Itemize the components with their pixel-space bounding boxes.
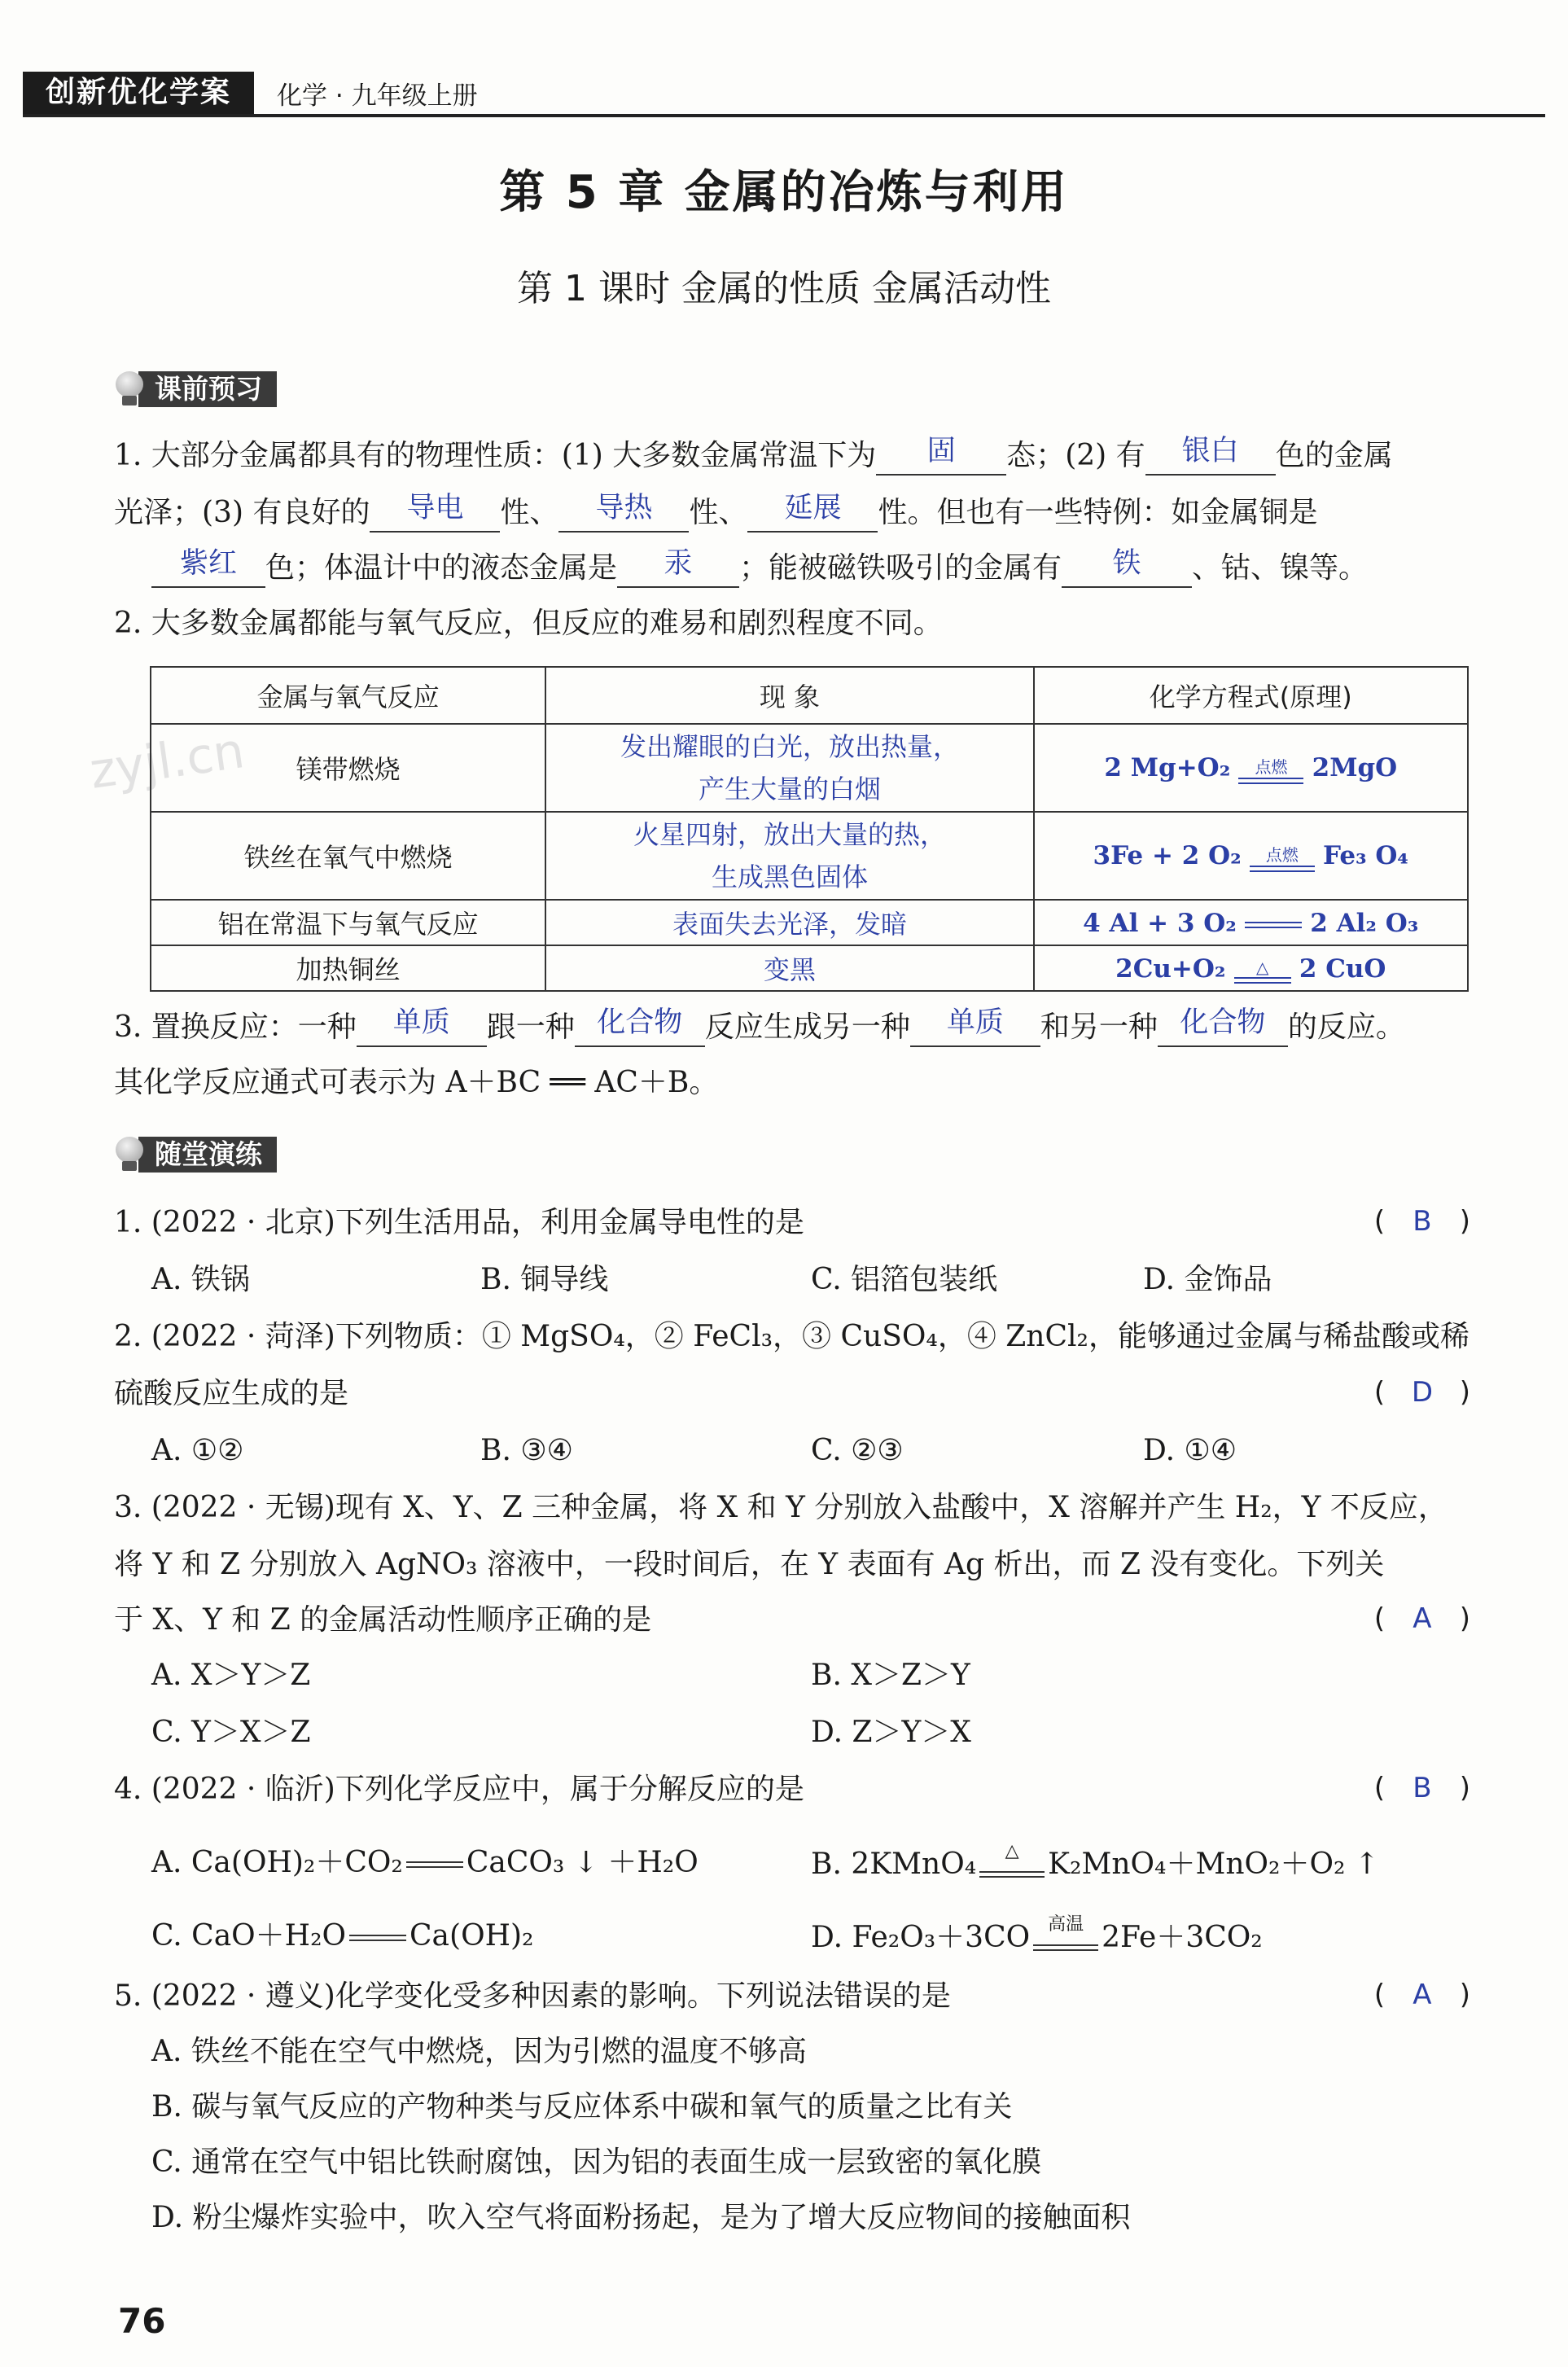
p3-stem-2: 将 Y 和 Z 分别放入 AgNO₃ 溶液中，一段时间后，在 Y 表面有 Ag 析出，而 Z 没有变化。下列关 [114,1548,1385,1581]
p5-stem: 5. (2022 · 遵义)化学变化受多种因素的影响。下列说法错误的是 [114,1979,951,2013]
table-header: 现 象 [545,667,1033,724]
q3-line1: 3. 置换反应：一种 单质 跟一种 化合物 反应生成另一种 单质 和另一种 化合物 的反应。 [114,1008,1405,1047]
p2-stem-2: 硫酸反应生成的是 [114,1377,349,1410]
p5-option-d: D. 粉尘爆炸实验中，吹入空气将面粉扬起，是为了增大反应物间的接触面积 [151,2201,1131,2234]
q1-blank-iron[interactable]: 铁 [1062,550,1192,588]
p2-option-a: A. ①② [151,1434,244,1467]
p4-option-a: A. Ca(OH)₂＋CO₂ CaCO₃ ↓ ＋H₂O [151,1846,699,1879]
q1-blank-color[interactable]: 银白 [1145,438,1276,476]
p3-option-d: D. Z＞Y＞X [811,1716,971,1749]
p1-answer: ( B ) [1373,1205,1470,1238]
p1-option-a: A. 铁锅 [151,1263,250,1296]
q3-blank-3[interactable]: 单质 [910,1010,1040,1047]
q1-line3: 紫红 色；体温计中的液态金属是 汞 ；能被磁铁吸引的金属有 铁 、钴、镍等。 [114,549,1368,588]
p1-option-c: C. 铝箔包装纸 [811,1263,998,1296]
q2-text: 2. 大多数金属都能与氧气反应，但反应的难易和剧烈程度不同。 [114,607,943,640]
section-preview-label: 课前预习 [138,371,277,407]
q1-blank-conductivity[interactable]: 导电 [370,495,500,533]
q1-line1: 1. 大部分金属都具有的物理性质：(1) 大多数金属常温下为 固 态；(2) 有 银白 色的金属 [114,436,1393,476]
lesson-title: 第 1 课时 金属的性质 金属活动性 [517,268,1051,309]
table-row: 加热铜丝 变黑 2Cu+O₂ △ 2 CuO [151,945,1468,991]
table-row: 铝在常温下与氧气反应 表面失去光泽，发暗 4 Al + 3 O₂ 2 Al₂ O₃ [151,900,1468,945]
p3-stem-1: 3. (2022 · 无锡)现有 X、Y、Z 三种金属，将 X 和 Y 分别放入盐酸中，X 溶解并产生 H₂，Y 不反应， [114,1491,1448,1524]
brand-logo: 创新优化学案 [23,72,254,114]
table-header: 化学方程式(原理) [1034,667,1468,724]
p5-option-a: A. 铁丝不能在空气中燃烧，因为引燃的温度不够高 [151,2035,807,2068]
p3-option-c: C. Y＞X＞Z [151,1716,311,1749]
p4-option-b: B. 2KMnO₄ △ K₂MnO₄＋MnO₂＋O₂ ↑ [811,1841,1380,1881]
p3-stem-3: 于 X、Y 和 Z 的金属活动性顺序正确的是 [114,1603,652,1637]
watermark: zyjl.cn [86,722,248,800]
subject-label: 化学 · 九年级上册 [277,81,478,111]
table-row: 镁带燃烧 发出耀眼的白光，放出热量， 产生大量的白烟 2 Mg+O₂ 点燃 2MgO [151,724,1468,812]
header-divider [23,114,1545,117]
lightbulb-icon [114,371,145,407]
p4-stem: 4. (2022 · 临沂)下列化学反应中，属于分解反应的是 [114,1773,804,1806]
p2-option-c: C. ②③ [811,1434,904,1467]
p1-option-d: D. 金饰品 [1143,1263,1272,1296]
table-header: 金属与氧气反应 [151,667,545,724]
p1-option-b: B. 铜导线 [480,1263,609,1296]
p3-answer: ( A ) [1373,1602,1470,1635]
table-row: 铁丝在氧气中燃烧 火星四射，放出大量的热， 生成黑色固体 3Fe + 2 O₂ 点燃 Fe₃ O₄ [151,812,1468,900]
chapter-title: 第 5 章 金属的冶炼与利用 [499,166,1069,219]
p5-answer: ( A ) [1373,1979,1470,2011]
p2-answer: ( D ) [1373,1376,1470,1409]
p2-option-b: B. ③④ [480,1434,573,1467]
section-practice-label: 随堂演练 [138,1137,277,1173]
q3-blank-4[interactable]: 化合物 [1158,1010,1288,1047]
p4-answer: ( B ) [1373,1772,1470,1804]
q3-line2: 其化学反应通式可表示为 A＋BC ══ AC＋B。 [114,1066,719,1099]
q1-blank-copper[interactable]: 紫红 [151,550,265,588]
page-header [23,72,478,114]
section-practice-header [114,1135,277,1174]
p3-option-b: B. X＞Z＞Y [811,1659,970,1692]
q1-blank-ductility[interactable]: 延展 [747,495,878,533]
q1-blank-state[interactable]: 固 [876,438,1006,476]
lightbulb-icon [114,1137,145,1173]
p5-option-b: B. 碳与氧气反应的产物种类与反应体系中碳和氧气的质量之比有关 [151,2090,1013,2124]
p3-option-a: A. X＞Y＞Z [151,1659,311,1692]
q3-blank-1[interactable]: 单质 [357,1010,487,1047]
p1-stem: 1. (2022 · 北京)下列生活用品，利用金属导电性的是 [114,1206,804,1239]
p2-option-d: D. ①④ [1143,1434,1237,1467]
page-number: 76 [118,2301,166,2341]
q1-blank-mercury[interactable]: 汞 [617,550,739,588]
q1-line2: 光泽；(3) 有良好的 导电 性、 导热 性、 延展 性。但也有一些特例：如金属铜是 [114,493,1318,533]
p4-option-d: D. Fe₂O₃＋3CO 高温 2Fe＋3CO₂ [811,1914,1263,1954]
section-preview-header [114,370,277,409]
p5-option-c: C. 通常在空气中铝比铁耐腐蚀，因为铝的表面生成一层致密的氧化膜 [151,2146,1042,2179]
q1-blank-heat[interactable]: 导热 [558,495,689,533]
metal-oxygen-table [150,666,1469,992]
p2-stem-1: 2. (2022 · 菏泽)下列物质：① MgSO₄，② FeCl₃，③ CuSO₄，④ ZnCl₂，能够通过金属与稀盐酸或稀 [114,1320,1469,1353]
p4-option-c: C. CaO＋H₂O Ca(OH)₂ [151,1919,534,1953]
q3-blank-2[interactable]: 化合物 [575,1010,705,1047]
